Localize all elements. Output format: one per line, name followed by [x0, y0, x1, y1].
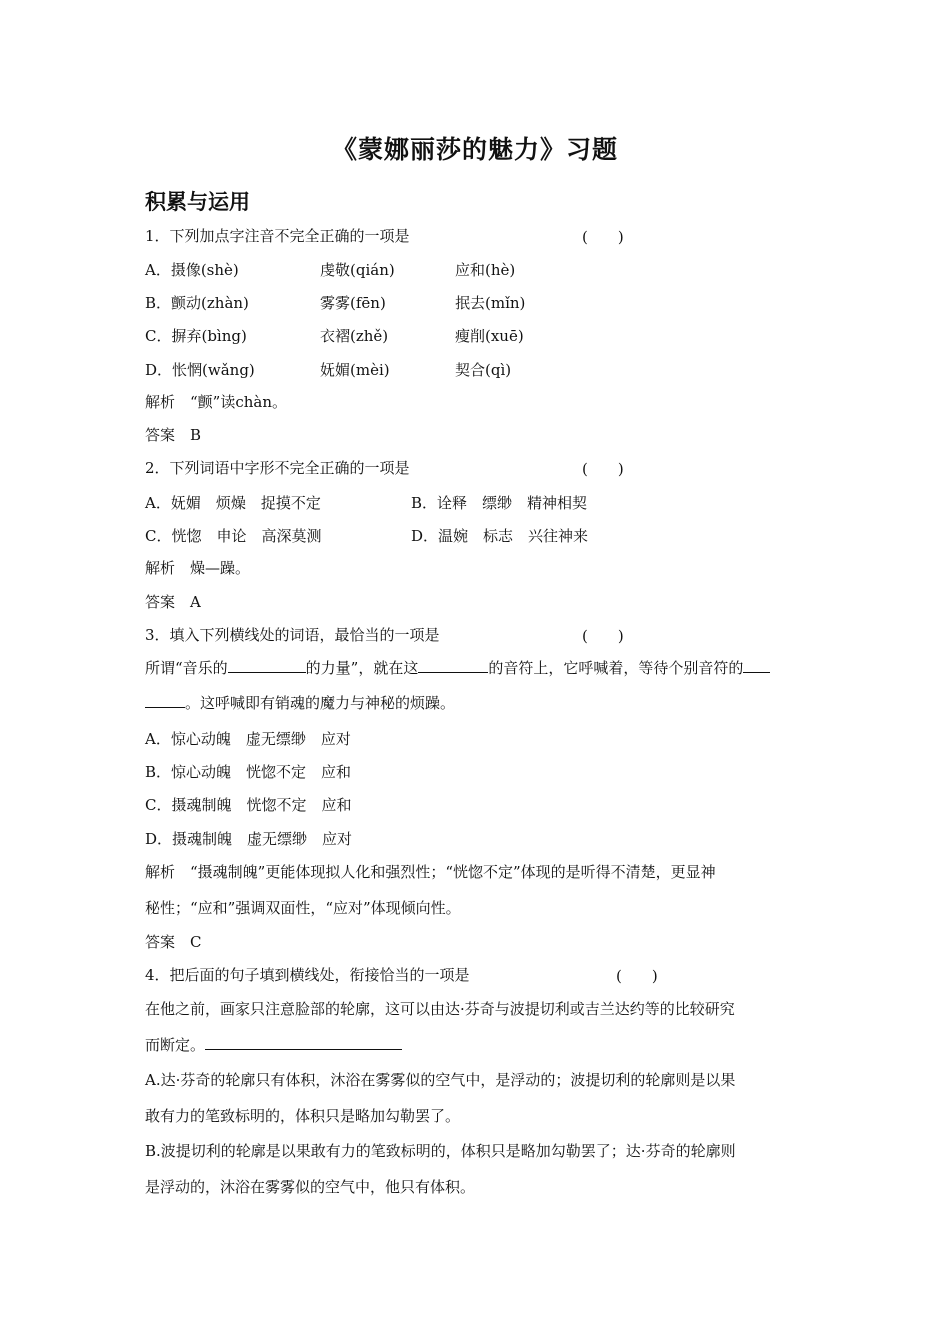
q1-option-a-1: A．摄像(shè): [145, 261, 239, 279]
q2-answer: 答案 A: [145, 593, 201, 611]
q4-passage-line-2: [145, 1035, 402, 1055]
q2-analysis: 解析 燥—躁。: [145, 559, 251, 577]
q3-analysis-line-1: 解析 “摄魂制魄”更能体现拟人化和强烈性；“恍惚不定”体现的是听得不清楚，更显神: [145, 863, 716, 881]
q2-option-d: D．温婉 标志 兴往神来: [411, 527, 589, 545]
q3-option-b: B．惊心动魄 恍惚不定 应和: [145, 763, 352, 781]
q3-blank-3: [743, 658, 770, 673]
q3-answer-paren: ( ): [582, 627, 624, 645]
q2-option-a: A．妩媚 烦燥 捉摸不定: [145, 494, 321, 512]
q3-stem: 3．填入下列横线处的词语，最恰当的一项是: [145, 626, 440, 644]
q4-blank: [205, 1035, 402, 1050]
q3-blank-3-cont: [145, 693, 185, 708]
q3-passage-part-3: 的音符上，它呼喊着，等待个别音符的: [488, 659, 744, 677]
q2-stem: 2．下列词语中字形不完全正确的一项是: [145, 459, 410, 477]
q1-option-d-3: 契合(qì): [455, 361, 512, 379]
q1-option-d-1: D．怅惘(wǎng): [145, 361, 255, 379]
q4-option-a-line-2: 敢有力的笔致标明的，体积只是略加勾勒罢了。: [145, 1107, 461, 1125]
q2-answer-paren: ( ): [582, 460, 624, 478]
section-heading: 积累与运用: [145, 190, 250, 214]
q3-option-a: A．惊心动魄 虚无缥缈 应对: [145, 730, 351, 748]
q3-passage-line-1: [145, 658, 770, 678]
q4-answer-paren: ( ): [616, 967, 658, 985]
q3-passage-line-2: [145, 693, 455, 713]
q1-option-d-2: 妩媚(mèi): [320, 361, 390, 379]
q4-option-b-line-1: B.波提切利的轮廓是以果敢有力的笔致标明的，体积只是略加勾勒罢了；达·芬奇的轮廓则: [145, 1142, 736, 1160]
q1-analysis: 解析 “颤”读chàn。: [145, 393, 288, 411]
q1-option-a-3: 应和(hè): [455, 261, 516, 279]
q3-analysis-line-2: 秘性；“应和”强调双面性，“应对”体现倾向性。: [145, 899, 461, 917]
q3-answer: 答案 C: [145, 933, 202, 951]
q1-answer-paren: ( ): [582, 228, 624, 246]
q1-option-b-1: B．颤动(zhàn): [145, 294, 249, 312]
q1-option-b-2: 雾雾(fēn): [320, 294, 386, 312]
q1-stem: 1．下列加点字注音不完全正确的一项是: [145, 227, 410, 245]
q2-option-c: C．恍惚 申论 高深莫测: [145, 527, 322, 545]
q2-option-b: B．诠释 缥缈 精神相契: [411, 494, 588, 512]
q1-option-b-3: 抿去(mǐn): [455, 294, 526, 312]
q3-blank-1: [228, 658, 306, 673]
q3-passage-part-2: 的力量”，就在这: [305, 659, 419, 677]
q1-answer: 答案 B: [145, 426, 202, 444]
q3-option-d: D．摄魂制魄 虚无缥缈 应对: [145, 830, 353, 848]
q3-blank-2: [418, 658, 488, 673]
q1-option-c-2: 衣褶(zhě): [320, 327, 389, 345]
q3-passage-part-4: 。这呼喊即有销魂的魔力与神秘的烦躁。: [185, 694, 456, 712]
q4-stem: 4．把后面的句子填到横线处，衔接恰当的一项是: [145, 966, 470, 984]
q4-option-a-line-1: A.达·芬奇的轮廓只有体积，沐浴在雾雾似的空气中，是浮动的；波提切利的轮廓则是以果: [145, 1071, 736, 1089]
q1-option-a-2: 虔敬(qián): [320, 261, 395, 279]
q4-passage-end: 而断定。: [145, 1036, 206, 1054]
q3-passage-part-1: 所谓“音乐的: [145, 659, 228, 677]
q1-option-c-1: C．摒弃(bìng): [145, 327, 247, 345]
q4-option-b-line-2: 是浮动的，沐浴在雾雾似的空气中，他只有体积。: [145, 1178, 476, 1196]
q3-option-c: C．摄魂制魄 恍惚不定 应和: [145, 796, 352, 814]
page-title: 《蒙娜丽莎的魅力》习题: [331, 135, 618, 164]
q4-passage-line-1: 在他之前，画家只注意脸部的轮廓，这可以由达·芬奇与波提切利或吉兰达约等的比较研究: [145, 1000, 735, 1018]
q1-option-c-3: 瘦削(xuē): [455, 327, 524, 345]
